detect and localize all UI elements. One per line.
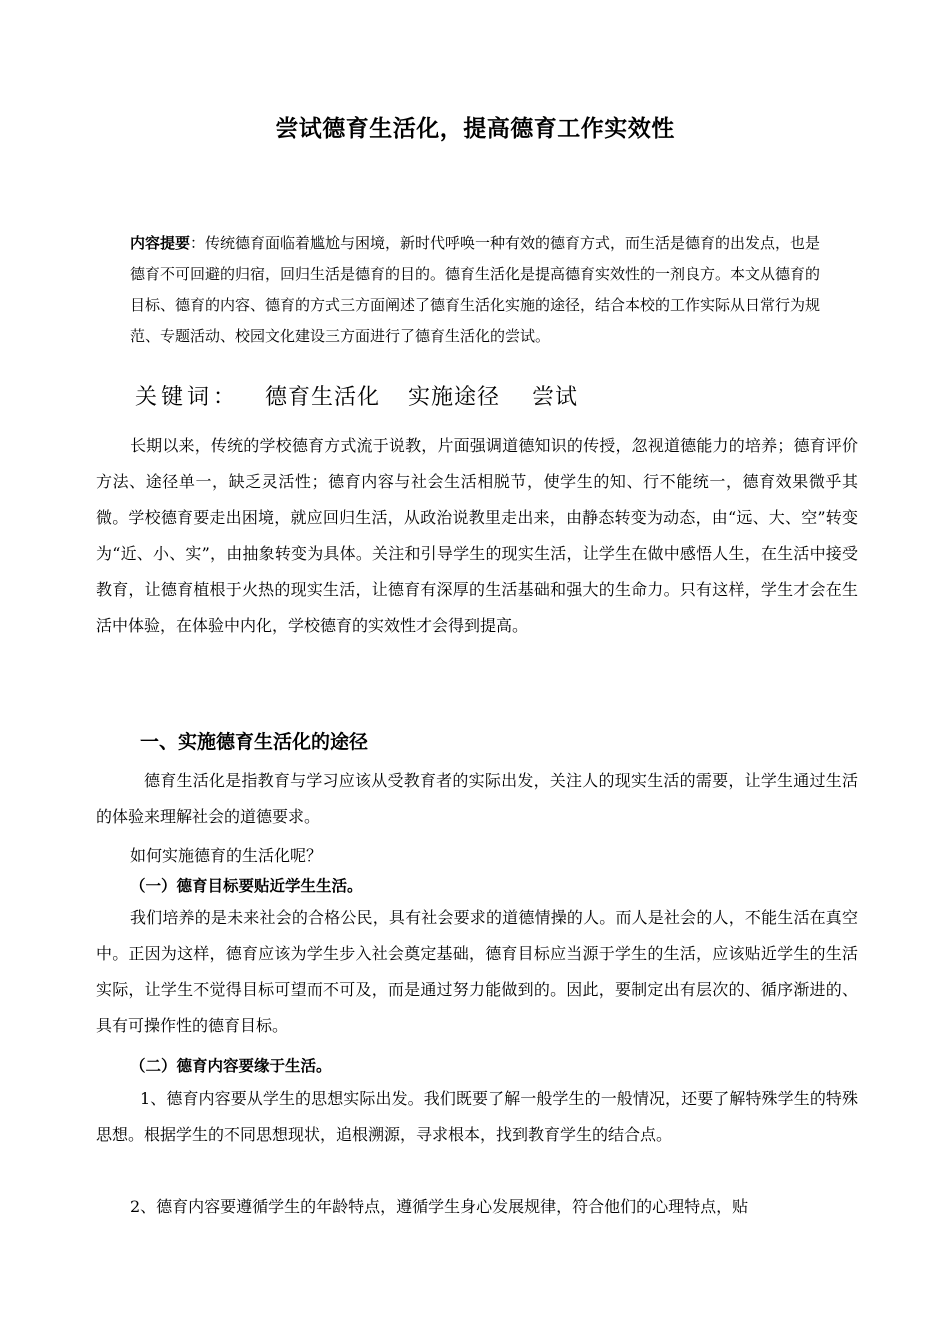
keywords-label: 关键词： <box>135 385 240 410</box>
document-title: 尝试德育生活化，提高德育工作实效性 <box>275 116 675 142</box>
body-paragraph: 2、德育内容要遵循学生的年龄特点，遵循学生身心发展规律，符合他们的心理特点，贴 <box>130 1197 749 1216</box>
body-paragraph: 我们培养的是未来社会的合格公民，具有社会要求的道德情操的人。而人是社会的人，不能生活在真空中。正因为这样，德育应该为学生步入社会奠定基础，德育目标应当源于学生的生活，应该贴近学生的生活实际，让学生不觉得目标可望而不可及，而是通过努力能做到的。因此，要制定出有层次的、循序渐进的、具有可操作性的德育目标。 <box>96 908 858 1035</box>
section-heading: 一、实施德育生活化的途径 <box>140 731 369 753</box>
body-paragraph: 1、德育内容要从学生的思想实际出发。我们既要了解一般学生的一般情况，还要了解特殊学生的特殊思想。根据学生的不同思想现状，追根溯源，寻求根本，找到教育学生的结合点。 <box>96 1089 858 1144</box>
keywords-line <box>135 380 835 411</box>
abstract-label: 内容提要 <box>130 234 191 252</box>
body-paragraph: 如何实施德育的生活化呢？ <box>130 846 323 865</box>
abstract-text: ：传统德育面临着尴尬与困境，新时代呼唤一种有效的德育方式，而生活是德育的出发点，也是德育不可回避的归宿，回归生活是德育的目的。德育生活化是提高德育实效性的一剂良方。本文从德育的目标、德育的内容、德育的方式三方面阐述了德育生活化实施的途径，结合本校的工作实际从日常行为规范、专题活动、校园文化建设三方面进行了德育生活化的尝试。 <box>130 234 821 345</box>
intro-paragraph: 长期以来，传统的学校德育方式流于说教，片面强调道德知识的传授，忽视道德能力的培养；德育评价方法、途径单一，缺乏灵活性；德育内容与社会生活相脱节，使学生的知、行不能统一，德育效果微乎其微。学校德育要走出困境，就应回归生活，从政治说教里走出来，由静态转变为动态，由“远、大、空”转变为“近、小、实”，由抽象转变为具体。关注和引导学生的现实生活，让学生在做中感悟人生，在生活中接受教育，让德育植根于火热的现实生活，让德育有深厚的生活基础和强大的生命力。只有这样，学生才会在生活中体验，在体验中内化，学校德育的实效性才会得到提高。 <box>96 436 858 635</box>
body-paragraph: 德育生活化是指教育与学习应该从受教育者的实际出发，关注人的现实生活的需要，让学生通过生活的体验来理解社会的道德要求。 <box>96 771 858 826</box>
subsection-heading: （二）德育内容要缘于生活。 <box>130 1057 332 1075</box>
abstract <box>130 228 830 352</box>
subsection-heading: （一）德育目标要贴近学生生活。 <box>130 877 363 895</box>
keyword-item: 尝试 <box>532 385 579 410</box>
keyword-item: 实施途径 <box>408 385 501 410</box>
keyword-item: 德育生活化 <box>265 385 381 410</box>
